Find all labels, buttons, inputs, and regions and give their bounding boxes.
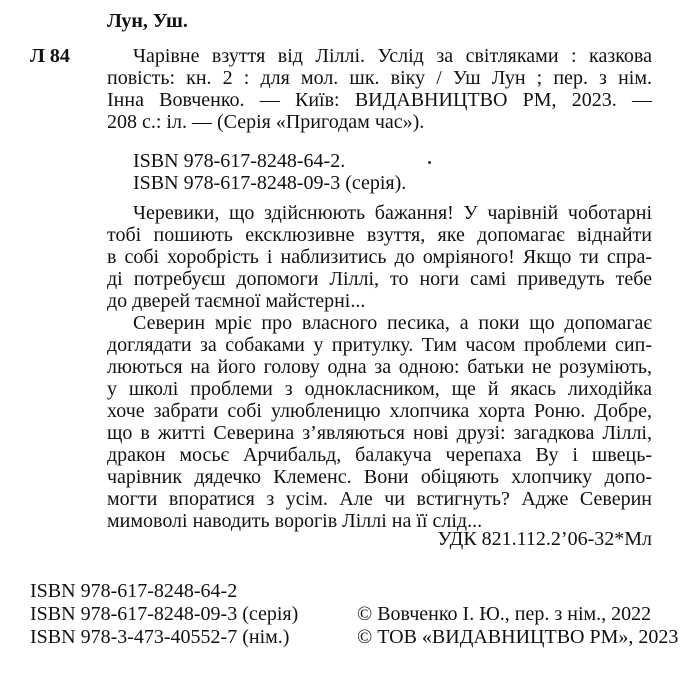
annotation-line: Северин мріє про власного песика, а поки що допомагає (133, 312, 652, 334)
bottom-isbn: ISBN 978-3-473-40552-7 (нім.) (30, 626, 290, 648)
annotation-line: могти впоратися з усім. Але чи встигнуть? Адже Северин (107, 488, 652, 510)
annotation-line: мимоволі наводить ворогів Ліллі на її слід... (107, 510, 483, 532)
annotation-line: хоче забрати собі улюбленицю хлопчика хорта Роню. Добре, (107, 400, 652, 422)
isbn-line: ISBN 978-617-8248-64-2. (133, 150, 346, 172)
annotation-line: в собі хоробрість і наблизитись до омріяного! Якщо ти спра- (107, 246, 652, 268)
annotation-line: Черевики, що здійснюють бажання! У чарівній чоботарні (133, 202, 652, 224)
class-mark: Л 84 (30, 45, 70, 67)
annotation-line: люються на його голову одна за одною: батьки не розуміють, (107, 356, 652, 378)
stray-dot (428, 161, 431, 164)
isbn-line: ISBN 978-617-8248-09-3 (серія). (133, 172, 407, 194)
title-line: 208 с.: іл. — (Серія «Пригодам час»). (107, 111, 425, 133)
bottom-isbn: ISBN 978-617-8248-64-2 (30, 580, 238, 602)
annotation-line: тобі пошиють ексклюзивне взуття, яке допомагає віднайти (107, 224, 652, 246)
annotation-line: до дверей таємної майстерні... (107, 290, 366, 312)
udc-code: УДК 821.112.2’06-32*Мл (437, 528, 652, 550)
author-heading: Лун, Уш. (107, 10, 188, 32)
annotation-line: дракон мосьє Арчибальд, балакуча черепаха Ву і швець- (107, 444, 652, 466)
annotation-line: чарівник дядечко Клеменс. Вони обіцяють хлопчику допо- (107, 466, 652, 488)
bottom-isbn: ISBN 978-617-8248-09-3 (серія) (30, 603, 299, 625)
copyright-translator: © Вовченко І. Ю., пер. з нім., 2022 (357, 603, 652, 625)
annotation-line: доглядати за собаками у притулку. Тим часом проблеми сип- (107, 334, 652, 356)
copyright-publisher: © ТОВ «ВИДАВНИЦТВО РМ», 2023 (357, 626, 679, 648)
annotation-line: у школі проблеми з однокласником, ще й якась лиходійка (107, 378, 652, 400)
annotation-line: що в житті Северина з’являються нові друзі: загадкова Ліллі, (107, 422, 652, 444)
title-line: Інна Вовченко. — Київ: ВИДАВНИЦТВО РМ, 2023. — (107, 89, 652, 111)
title-line: повість: кн. 2 : для мол. шк. віку / Уш Лун ; пер. з нім. (107, 67, 652, 89)
annotation-line: ді потребуєш допомоги Ліллі, то ноги самі приведуть тебе (107, 268, 652, 290)
title-line: Чарівне взуття від Ліллі. Услід за світляками : казкова (133, 45, 652, 67)
